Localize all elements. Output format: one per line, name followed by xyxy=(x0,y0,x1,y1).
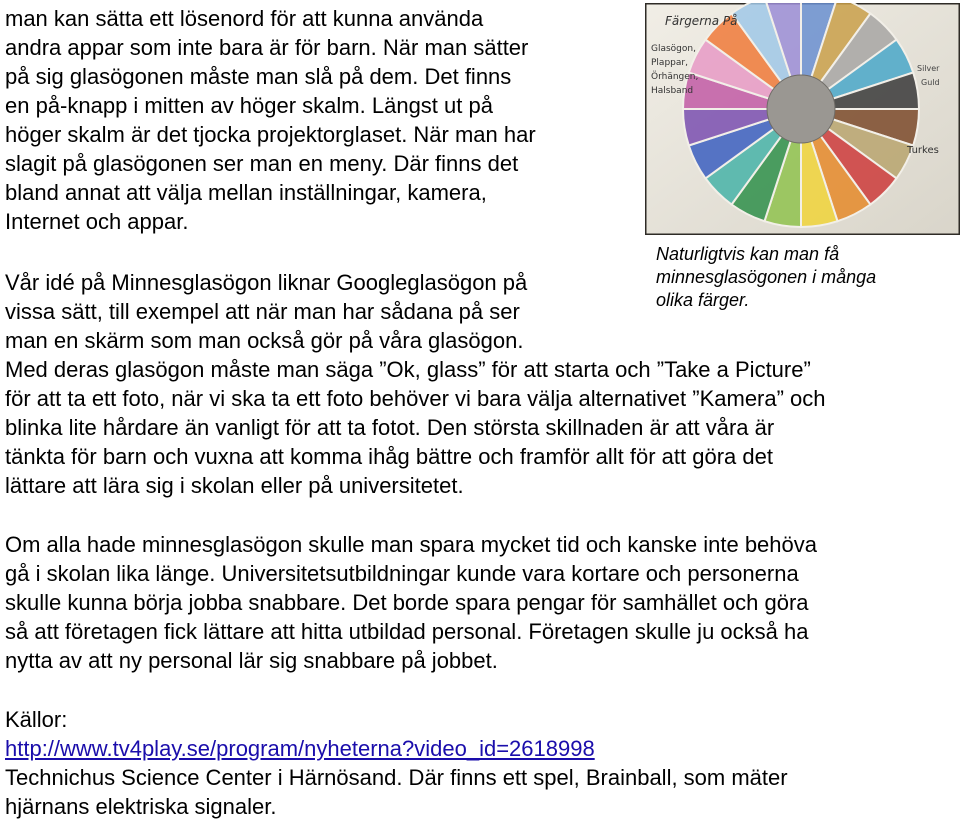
photo-note: Halsband xyxy=(651,86,694,96)
caption-line: minnesglasögonen i många xyxy=(656,267,877,287)
text-line: så att företagen fick lättare att hitta utbildad personal. Företagen skulle ju också ha xyxy=(5,619,809,644)
text-line: Internet och appar. xyxy=(5,209,189,234)
text-line: gå i skolan lika länge. Universitetsutbildningar kunde vara kortare och personerna xyxy=(5,561,799,586)
source-link[interactable]: http://www.tv4play.se/program/nyheterna?video_id=2618998 xyxy=(5,736,595,761)
photo-note: Örhängen, xyxy=(651,72,699,82)
source-link-line xyxy=(5,734,595,763)
text-line: tänkta för barn och vuxna att komma ihåg bättre och framför allt för att göra det xyxy=(5,444,773,469)
text-line: bland annat att välja mellan inställningar, kamera, xyxy=(5,180,487,205)
text-line: nytta av att ny personal lär sig snabbare på jobbet. xyxy=(5,648,498,673)
photo-note: Plappar, xyxy=(651,58,688,68)
text-line: Vår idé på Minnesglasögon liknar Googleglasögon på xyxy=(5,270,528,295)
text-line: man en skärm som man också gör på våra glasögon. xyxy=(5,328,524,353)
color-wheel-drawing xyxy=(645,3,960,235)
text-line: lättare att lära sig i skolan eller på universitetet. xyxy=(5,473,464,498)
photo-note: Glasögon, xyxy=(651,44,696,54)
photo-title: Färgerna På xyxy=(665,14,738,28)
photo-label: Guld xyxy=(921,78,940,87)
photo-label: Silver xyxy=(917,64,940,73)
caption-line: olika färger. xyxy=(656,290,750,310)
text-line: hjärnans elektriska signaler. xyxy=(5,794,277,819)
text-line: skulle kunna börja jobba snabbare. Det borde spara pengar för samhället och göra xyxy=(5,590,809,615)
text-line: Med deras glasögon måste man säga ”Ok, glass” för att starta och ”Take a Picture” xyxy=(5,357,811,382)
sources-heading: Källor: xyxy=(5,707,68,732)
photo-label: Turkes xyxy=(907,145,939,156)
text-line: blinka lite hårdare än vanligt för att ta fotot. Den största skillnaden är att våra är xyxy=(5,415,775,440)
text-line: Technichus Science Center i Härnösand. Där finns ett spel, Brainball, som mäter xyxy=(5,765,788,790)
text-line: höger skalm är det tjocka projektorglaset. När man har xyxy=(5,122,536,147)
text-line: en på-knapp i mitten av höger skalm. Längst ut på xyxy=(5,93,493,118)
text-line: andra appar som inte bara är för barn. När man sätter xyxy=(5,35,529,60)
text-line: Om alla hade minnesglasögon skulle man spara mycket tid och kanske inte behöva xyxy=(5,532,818,557)
text-line: på sig glasögonen måste man slå på dem. Det finns xyxy=(5,64,512,89)
text-line: för att ta ett foto, när vi ska ta ett foto behöver vi bara välja alternativet ”Kamera” och xyxy=(5,386,826,411)
text-line: vissa sätt, till exempel att när man har sådana på ser xyxy=(5,299,520,324)
text-line: slagit på glasögonen ser man en meny. Där finns det xyxy=(5,151,519,176)
color-wheel-photo xyxy=(645,3,960,235)
text-line: man kan sätta ett lösenord för att kunna använda xyxy=(5,6,484,31)
caption-line: Naturligtvis kan man få xyxy=(656,244,840,264)
